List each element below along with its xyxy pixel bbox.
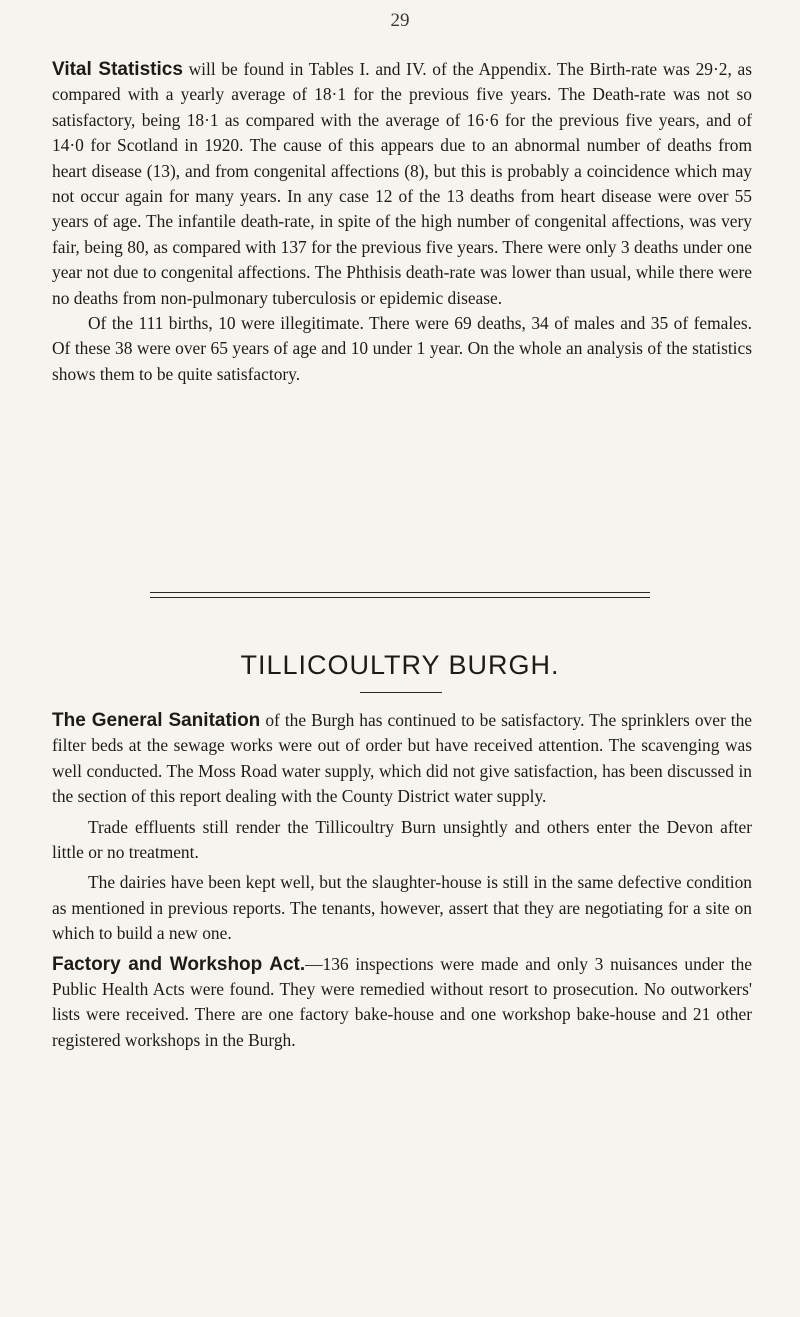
divider-rule-bottom [150, 597, 650, 598]
factory-heading: Factory and Workshop Act. [52, 953, 306, 975]
sanitation-paragraph-3: The dairies have been kept well, but the slaughter-house is still in the same defective condition as mentioned in previous reports. The tenants, however, assert that they are negotiating for a site on which to build a new one. [52, 872, 752, 944]
sanitation-section [52, 708, 752, 1053]
sanitation-paragraph-2: Trade effluents still render the Tillicoultry Burn unsightly and others enter the Devon after little or no treatment. [52, 816, 752, 863]
burgh-title: TILLICOULTRY BURGH. [240, 650, 560, 680]
factory-text: —136 inspections were made and only 3 nuisances under the Public Health Acts were found. They were remedied without resort to prosecution. No outworkers' lists were received. There are one factory bake-house and one workshop bake-house and 21 other registered workshops in the Burgh. [52, 953, 752, 1050]
vital-statistics-section [52, 57, 752, 387]
factory-paragraph [52, 952, 752, 1054]
sanitation-paragraph-1 [52, 708, 752, 810]
vital-statistics-heading: Vital Statistics [52, 59, 183, 80]
divider-rule-top [150, 592, 650, 593]
page-number: 29 [390, 10, 410, 31]
sanitation-text-1: of the Burgh has continued to be satisfactory. The sprinklers over the filter beds at the sewage works were out of order but have received attention. The scavenging was well conducted. The Moss Road water supply, which did not give satisfaction, has been discussed in the section of this report dealing with the County District water supply. [52, 710, 752, 807]
vital-statistics-paragraph-2: Of the 111 births, 10 were illegitimate. There were 69 deaths, 34 of males and 35 of females. Of these 38 were over 65 years of age and 10 under 1 year. On the whole an analysis of the statistics shows them to be quite satisfactory. [52, 313, 752, 384]
sanitation-heading: The General Sanitation [52, 710, 261, 731]
vital-statistics-text-1: will be found in Tables I. and IV. of the Appendix. The Birth-rate was 29·2, as compared with a yearly average of 18·1 for the previous five years. The Death-rate was not so satisfactory, being 18·1 as compared with the average of 16·6 for the previous five years, and of 14·0 for Scotland in 1920. The cause of this appears due to an abnormal number of deaths from heart disease (13), and from congenital affections (8), but this is probably a coincidence which may not occur again for many years. In any case 12 of the 13 deaths from heart disease were over 55 years of age. The infantile death-rate, in spite of the high number of congenital affections, was very fair, being 80, as compared with 137 for the previous five years. There were only 3 deaths under one year not due to congenital affections. The Phthisis death-rate was lower than usual, while there were no deaths from non-pulmonary tuberculosis or epidemic disease. [52, 59, 752, 308]
title-underline [360, 692, 442, 693]
vital-statistics-paragraph-1 [52, 57, 752, 311]
